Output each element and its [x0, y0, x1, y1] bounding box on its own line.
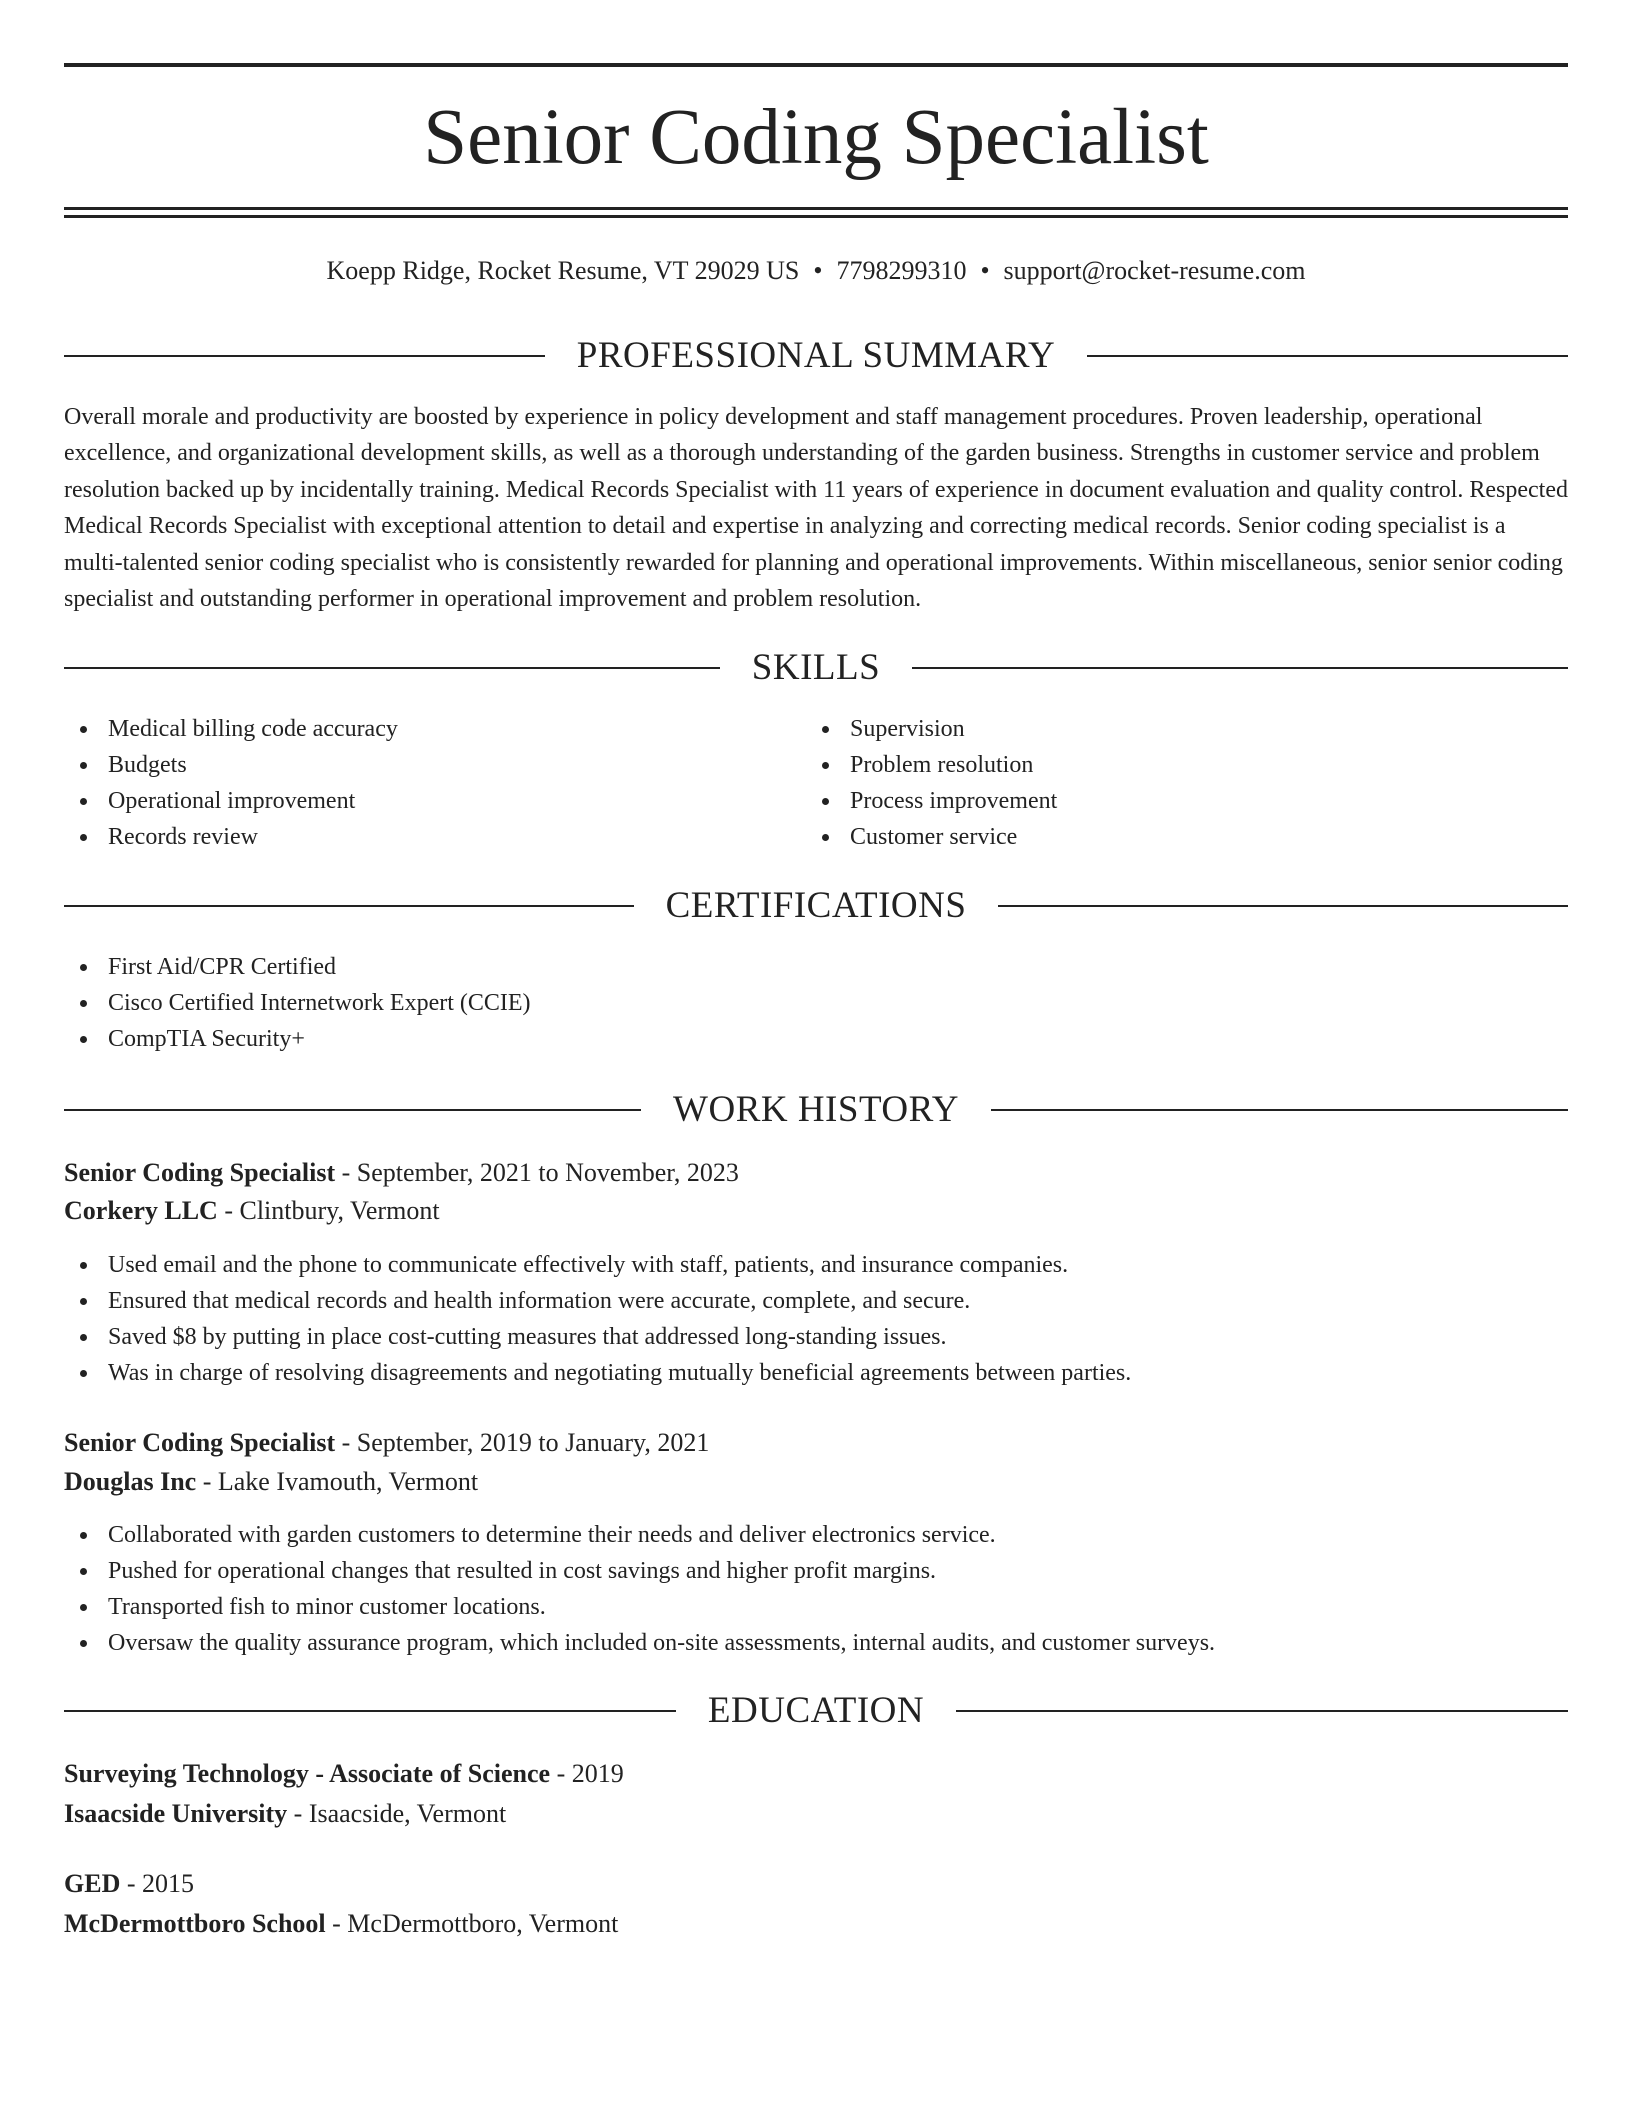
education-school-line — [64, 1905, 1568, 1943]
job-company: Douglas Inc — [64, 1467, 197, 1496]
education-degree: Surveying Technology - Associate of Science — [64, 1759, 551, 1788]
heading-rule — [64, 1710, 676, 1712]
title-divider-upper — [64, 207, 1568, 210]
heading-rule — [64, 1109, 641, 1111]
skill-item: Supervision — [806, 711, 1057, 747]
resume-title: Senior Coding Specialist — [423, 94, 1209, 181]
job-location: - Clintbury, Vermont — [217, 1196, 440, 1225]
education-location: - McDermottboro, Vermont — [325, 1909, 619, 1938]
education-degree: GED — [64, 1869, 121, 1898]
certifications-list — [64, 949, 531, 1057]
education-year: - 2015 — [120, 1869, 195, 1898]
contact-line — [64, 254, 1568, 288]
skills-list-left — [64, 711, 398, 855]
heading-rule — [64, 355, 545, 357]
contact-separator: • — [813, 256, 823, 285]
summary-heading-label: PROFESSIONAL SUMMARY — [576, 335, 1056, 376]
job-duty-item: Pushed for operational changes that resulted in cost savings and higher profit margins. — [64, 1553, 1215, 1589]
skill-item: Records review — [64, 819, 398, 855]
heading-rule — [64, 905, 634, 907]
skills-heading-label: SKILLS — [751, 647, 881, 688]
job-dates: - September, 2021 to November, 2023 — [335, 1158, 739, 1187]
certifications-heading-label: CERTIFICATIONS — [665, 885, 967, 926]
summary-section-heading — [64, 334, 1568, 378]
skill-item: Problem resolution — [806, 747, 1057, 783]
education-year: - 2019 — [550, 1759, 624, 1788]
job-employer-line — [64, 1463, 1568, 1501]
job-dates: - September, 2019 to January, 2021 — [335, 1428, 710, 1457]
job-duties-list — [64, 1517, 1215, 1661]
job-employer-line — [64, 1192, 1568, 1230]
job-duty-item: Oversaw the quality assurance program, which included on-site assessments, internal audits, and customer surveys. — [64, 1625, 1215, 1661]
contact-separator: • — [980, 256, 990, 285]
heading-rule — [991, 1109, 1568, 1111]
education-school: Isaacside University — [64, 1799, 288, 1828]
job-title-line — [64, 1424, 1568, 1462]
skills-section-heading — [64, 646, 1568, 690]
heading-rule — [912, 667, 1568, 669]
education-school: McDermottboro School — [64, 1909, 326, 1938]
job-title: Senior Coding Specialist — [64, 1158, 336, 1187]
education-degree-line — [64, 1755, 1568, 1793]
education-degree-line — [64, 1865, 1568, 1903]
top-divider — [64, 63, 1568, 67]
certification-item: First Aid/CPR Certified — [64, 949, 531, 985]
heading-rule — [956, 1710, 1568, 1712]
heading-rule — [64, 667, 720, 669]
job-duty-item: Ensured that medical records and health information were accurate, complete, and secure. — [64, 1283, 1131, 1319]
certification-item: CompTIA Security+ — [64, 1021, 531, 1057]
heading-rule — [1087, 355, 1568, 357]
title-divider-lower — [64, 215, 1568, 218]
work-section-heading — [64, 1088, 1568, 1132]
heading-rule — [998, 905, 1568, 907]
skills-list-right — [806, 711, 1057, 855]
education-school-line — [64, 1795, 1568, 1833]
education-location: - Isaacside, Vermont — [287, 1799, 507, 1828]
contact-email: support@rocket-resume.com — [1003, 256, 1306, 285]
certifications-section-heading — [64, 884, 1568, 928]
contact-address: Koepp Ridge, Rocket Resume, VT 29029 US — [326, 256, 800, 285]
certification-item: Cisco Certified Internetwork Expert (CCIE) — [64, 985, 531, 1021]
job-duty-item: Was in charge of resolving disagreements and negotiating mutually beneficial agreements between parties. — [64, 1355, 1131, 1391]
work-heading-label: WORK HISTORY — [673, 1089, 959, 1130]
skill-item: Budgets — [64, 747, 398, 783]
skill-item: Customer service — [806, 819, 1057, 855]
education-section-heading — [64, 1689, 1568, 1733]
contact-phone: 7798299310 — [836, 256, 967, 285]
skill-item: Process improvement — [806, 783, 1057, 819]
job-duty-item: Transported fish to minor customer locations. — [64, 1589, 1215, 1625]
job-company: Corkery LLC — [64, 1196, 218, 1225]
skill-item: Operational improvement — [64, 783, 398, 819]
education-heading-label: EDUCATION — [707, 1690, 925, 1731]
job-title-line — [64, 1154, 1568, 1192]
summary-text: Overall morale and productivity are boosted by experience in policy development and staff management procedures. Proven leadership, operational excellence, and organizational development skills, as well as a thorough understanding of the garden business. Strengths in customer service and problem resolution backed up by incidentally training. Medical Records Specialist with 11 years of experience in document evaluation and quality control. Respected Medical Records Specialist with exceptional attention to detail and expertise in analyzing and correcting medical records. Senior coding specialist is a multi-talented senior coding specialist who is consistently rewarded for planning and operational improvements. Within miscellaneous, senior senior coding specialist and outstanding performer in operational improvement and problem resolution. — [64, 404, 1568, 613]
job-duty-item: Saved $8 by putting in place cost-cutting measures that addressed long-standing issues. — [64, 1319, 1131, 1355]
skill-item: Medical billing code accuracy — [64, 711, 398, 747]
job-location: - Lake Ivamouth, Vermont — [196, 1467, 479, 1496]
job-duty-item: Collaborated with garden customers to determine their needs and deliver electronics service. — [64, 1517, 1215, 1553]
job-title: Senior Coding Specialist — [64, 1428, 336, 1457]
job-duties-list — [64, 1247, 1131, 1391]
job-duty-item: Used email and the phone to communicate effectively with staff, patients, and insurance companies. — [64, 1247, 1131, 1283]
